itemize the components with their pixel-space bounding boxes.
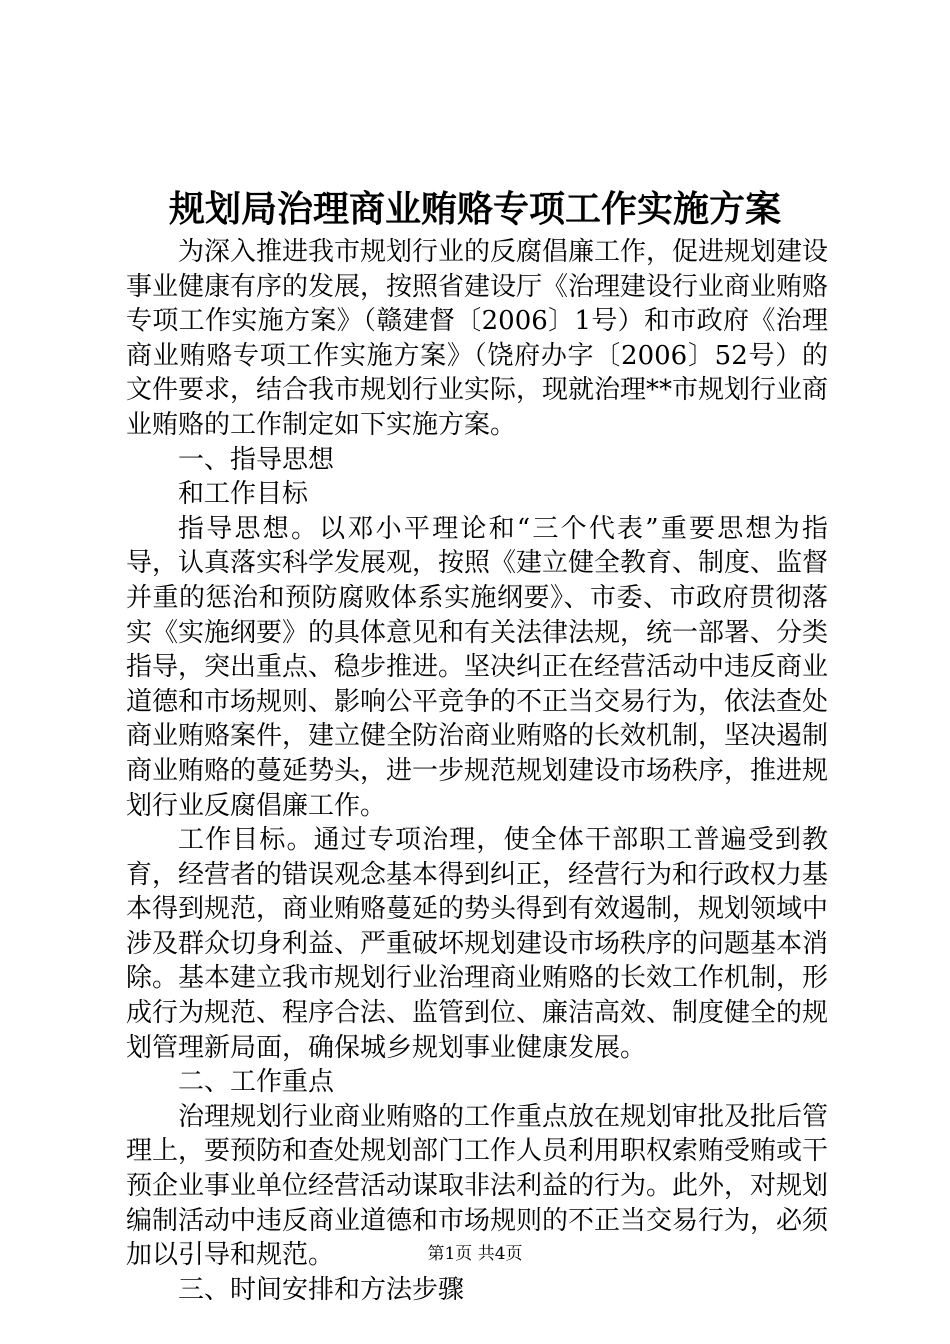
section-heading-1-cont: 和工作目标 <box>178 479 309 510</box>
document-title: 规划局治理商业贿赂专项工作实施方案 <box>168 188 781 230</box>
intro-paragraph: 为深入推进我市规划行业的反腐倡廉工作，促进规划建设事业健康有序的发展，按照省建设厅《治理建设行业商业贿赂专项工作实施方案》（赣建督〔2006〕1号）和市政府《治理商业贿赂专项工作实施方案》（饶府办字〔2006〕52号）的文件要求，结合我市规划行业实际，现就治理**市规划行业商业贿赂的工作制定如下实施方案。 <box>126 237 829 440</box>
work-focus-paragraph: 治理规划行业商业贿赂的工作重点放在规划审批及批后管理上，要预防和查处规划部门工作人员利用职权索贿受贿或干预企业事业单位经营活动谋取非法利益的行为。此外，对规划编制活动中违反商业道德和市场规则的不正当交易行为，必须加以引导和规范。 <box>126 1101 829 1271</box>
work-goal-paragraph: 工作目标。通过专项治理，使全体干部职工普遍受到教育，经营者的错误观念基本得到纠正，经营行为和行政权力基本得到规范，商业贿赂蔓延的势头得到有效遏制，规划领域中涉及群众切身利益、严重破坏规划建设市场秩序的问题基本消除。基本建立我市规划行业治理商业贿赂的长效工作机制，形成行为规范、程序合法、监管到位、廉洁高效、制度健全的规划管理新局面，确保城乡规划事业健康发展。 <box>126 825 829 1063</box>
section-heading-3: 三、时间安排和方法步骤 <box>178 1274 465 1305</box>
section-heading-1: 一、指导思想 <box>178 444 335 475</box>
guiding-thought-paragraph: 指导思想。以邓小平理论和“三个代表”重要思想为指导，认真落实科学发展观，按照《建立健全教育、制度、监督并重的惩治和预防腐败体系实施纲要》、市委、市政府贯彻落实《实施纲要》的具体意见和有关法律法规，统一部署、分类指导，突出重点、稳步推进。坚决纠正在经营活动中违反商业道德和市场规则、影响公平竞争的不正当交易行为，依法查处商业贿赂案件，建立健全防治商业贿赂的长效机制，坚决遏制商业贿赂的蔓延势头，进一步规范规划建设市场秩序，推进规划行业反腐倡廉工作。 <box>126 513 829 821</box>
document-body <box>126 235 828 1307</box>
section-heading-2: 二、工作重点 <box>178 1067 335 1098</box>
page-footer: 第1页 共4页 <box>427 1244 523 1264</box>
